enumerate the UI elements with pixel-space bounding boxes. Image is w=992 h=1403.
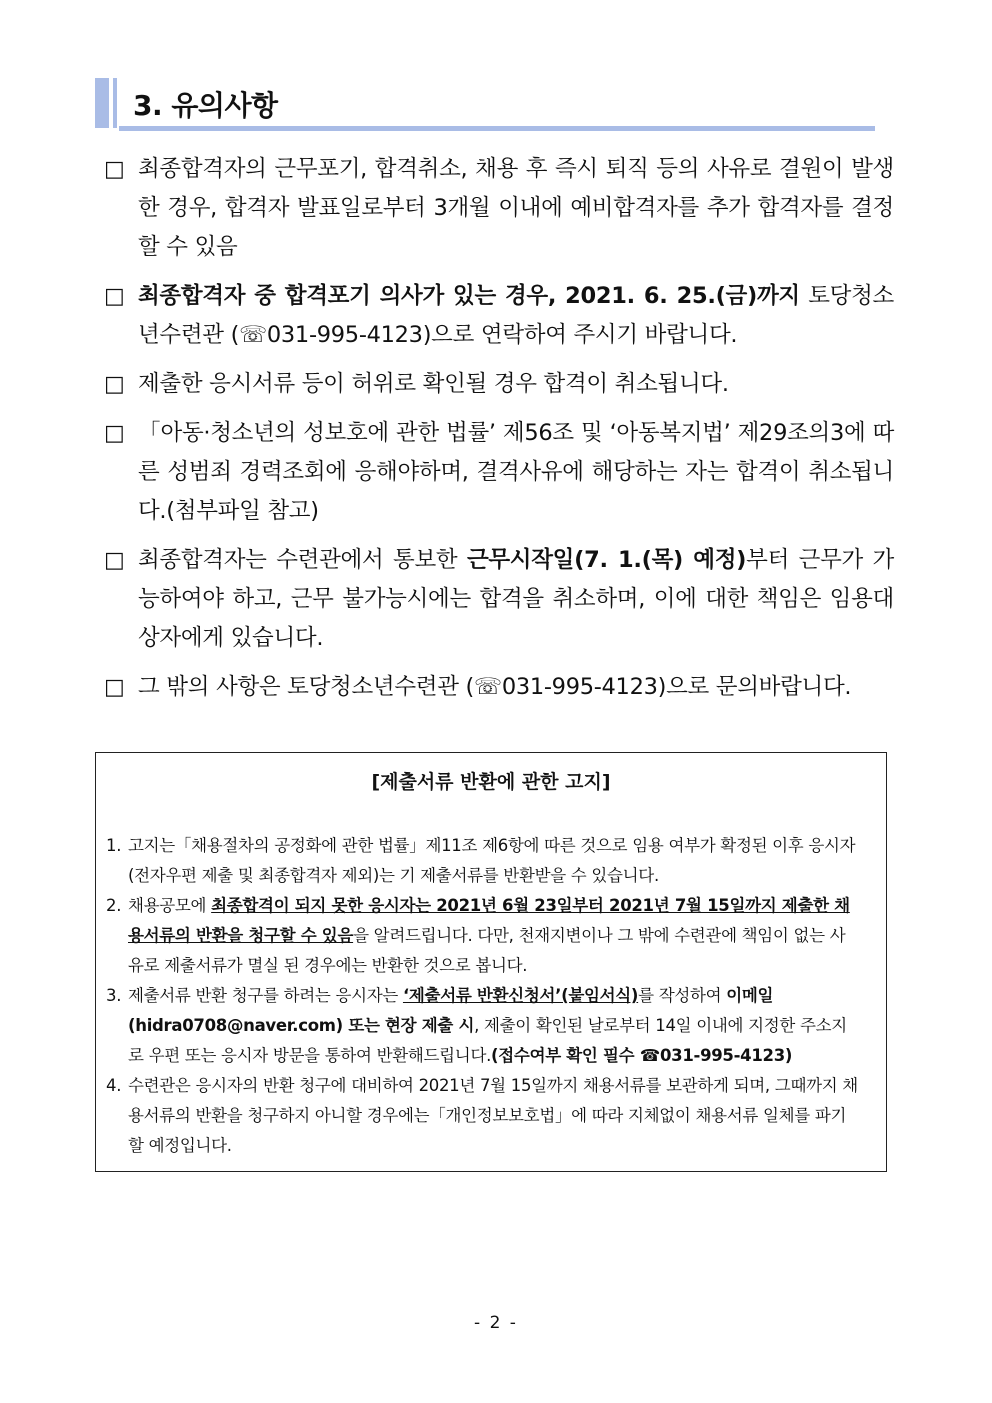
page-number: - 2 -: [474, 1313, 518, 1333]
item-text-underlined: ‘제출서류 반환신청서’(붙임서식): [402, 986, 639, 1005]
item-number: 4.: [106, 1076, 122, 1095]
checkbox-bullet: □: [104, 157, 125, 182]
notice-list: [106, 831, 861, 1161]
heading-accent-bar-thin: [113, 78, 117, 128]
list-item: [104, 414, 894, 531]
notice-item: [106, 1071, 861, 1161]
item-text: , 제출이 확인된 날로부터 14일 이내에 지정한 주소지로 우편 또는 응시자 방문을 통하여 반환해드립니다.: [128, 1016, 847, 1065]
item-number: 2.: [106, 896, 122, 915]
checkbox-bullet: □: [104, 372, 125, 397]
item-text: 수련관은 응시자의 반환 청구에 대비하여 2021년 7월 15일까지 채용서류를 보관하게 되며, 그때까지 채용서류의 반환을 청구하지 아니할 경우에는「개인정보보호법」에 따라 지체없이 채용서류 일체를 파기할 예정입니다.: [128, 1076, 858, 1155]
item-text: 제출서류 반환 청구를 하려는 응시자는: [128, 986, 403, 1005]
checkbox-bullet: □: [104, 548, 125, 573]
list-item: [104, 277, 894, 355]
notes-list: [104, 150, 894, 717]
heading-accent-bar: [95, 78, 109, 128]
item-text: 최종합격자의 근무포기, 합격취소, 채용 후 즉시 퇴직 등의 사유로 결원이 발생한 경우, 합격자 발표일로부터 3개월 이내에 예비합격자를 추가 합격자를 결정할 수 있음: [138, 156, 894, 260]
item-number: 3.: [106, 986, 122, 1005]
item-text: 고지는「채용절차의 공정화에 관한 법률」제11조 제6항에 따른 것으로 임용 여부가 확정된 이후 응시자(전자우편 제출 및 최종합격자 제외)는 기 제출서류를 반환받을 수 있습니다.: [128, 836, 856, 885]
list-item: [104, 541, 894, 658]
checkbox-bullet: □: [104, 284, 125, 309]
item-text: 그 밖의 사항은 토당청소년수련관 (☏031-995-4123)으로 문의바랍니다.: [138, 674, 852, 700]
list-item: [104, 150, 894, 267]
item-text-underlined: 최종합격이 되지 못한 응시자는 2021년 6월 23일부터 2021년 7월 15일까지 제출한 채용서류의 반환을 청구할 수 있음: [128, 896, 850, 945]
item-text: 「아동·청소년의 성보호에 관한 법률’ 제56조 및 ‘아동복지법’ 제29조의3에 따른 성범죄 경력조회에 응해야하며, 결격사유에 해당하는 자는 합격이 취소됩니다.(첨부파일 참고): [138, 420, 894, 524]
section-title: 3. 유의사항: [133, 89, 278, 122]
item-text: 부터 근무가 가능하여야 하고, 근무 불가능시에는 합격을 취소하며, 이에 대한 책임은 임용대상자에게 있습니다.: [138, 547, 894, 651]
notice-item: [106, 891, 861, 981]
item-text-bold: 이메일(hidra0708@naver.com) 또는 현장 제출 시: [128, 986, 774, 1035]
list-item: [104, 668, 894, 707]
notice-title: [제출서류 반환에 관한 고지]: [371, 771, 611, 793]
section-heading: [95, 78, 875, 132]
item-text: 제출한 응시서류 등이 허위로 확인될 경우 합격이 취소됩니다.: [138, 371, 729, 397]
item-text: 을 알려드립니다. 다만, 천재지변이나 그 밖에 수련관에 책임이 없는 사유로 제출서류가 멸실 된 경우에는 반환한 것으로 봅니다.: [128, 926, 846, 975]
item-text: 최종합격자는 수련관에서 통보한: [138, 547, 467, 573]
checkbox-bullet: □: [104, 675, 125, 700]
item-text: 토당청소년수련관 (☏031-995-4123)으로 연락하여 주시기 바랍니다.: [138, 283, 894, 348]
item-text: 를 작성하여: [638, 986, 727, 1005]
list-item: [104, 365, 894, 404]
item-text-bold: 최종합격자 중 합격포기 의사가 있는 경우, 2021. 6. 25.(금)까지: [138, 283, 800, 309]
notice-item: [106, 981, 861, 1071]
return-notice-box: [95, 752, 887, 1172]
item-text-bold: (접수여부 확인 필수 ☎031-995-4123): [491, 1046, 793, 1065]
heading-underline: [119, 126, 875, 131]
checkbox-bullet: □: [104, 421, 125, 446]
item-text-bold: 근무시작일(7. 1.(목) 예정): [466, 547, 747, 573]
notice-item: [106, 831, 861, 891]
item-text: 채용공모에: [128, 896, 212, 915]
item-number: 1.: [106, 836, 122, 855]
